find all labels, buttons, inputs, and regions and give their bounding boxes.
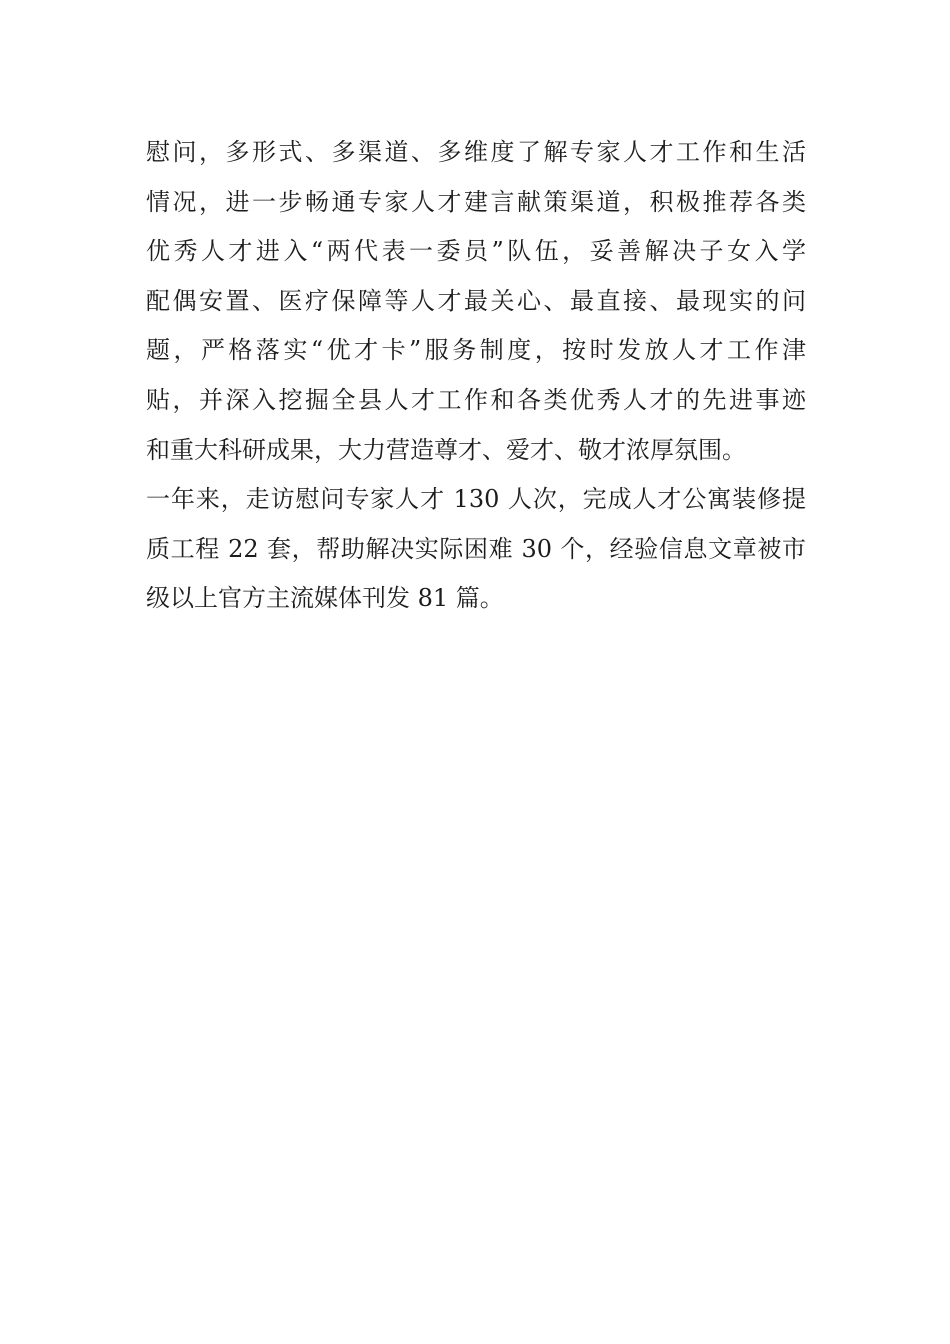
- text-line-4: 配偶安置、医疗保障等人才最关心、最直接、最现实的问: [146, 286, 806, 315]
- text-line-5: 题，严格落实“优才卡”服务制度，按时发放人才工作津: [146, 336, 806, 365]
- text-line-8: 一年来，走访慰问专家人才 130 人次，完成人才公寓装修提: [146, 485, 806, 514]
- text-line-2: 情况，进一步畅通专家人才建言献策渠道，积极推荐各类: [146, 187, 806, 216]
- text-line-7: 和重大科研成果，大力营造尊才、爱才、敬才浓厚氛围。: [146, 435, 746, 464]
- text-line-9: 质工程 22 套，帮助解决实际困难 30 个，经验信息文章被市: [146, 534, 806, 563]
- body-paragraph: [146, 128, 806, 624]
- text-line-6: 贴，并深入挖掘全县人才工作和各类优秀人才的先进事迹: [146, 385, 806, 414]
- text-line-1: 慰问，多形式、多渠道、多维度了解专家人才工作和生活: [146, 138, 806, 166]
- text-line-10: 级以上官方主流媒体刊发 81 篇。: [146, 584, 504, 613]
- text-line-3: 优秀人才进入“两代表一委员”队伍，妥善解决子女入学: [146, 237, 806, 266]
